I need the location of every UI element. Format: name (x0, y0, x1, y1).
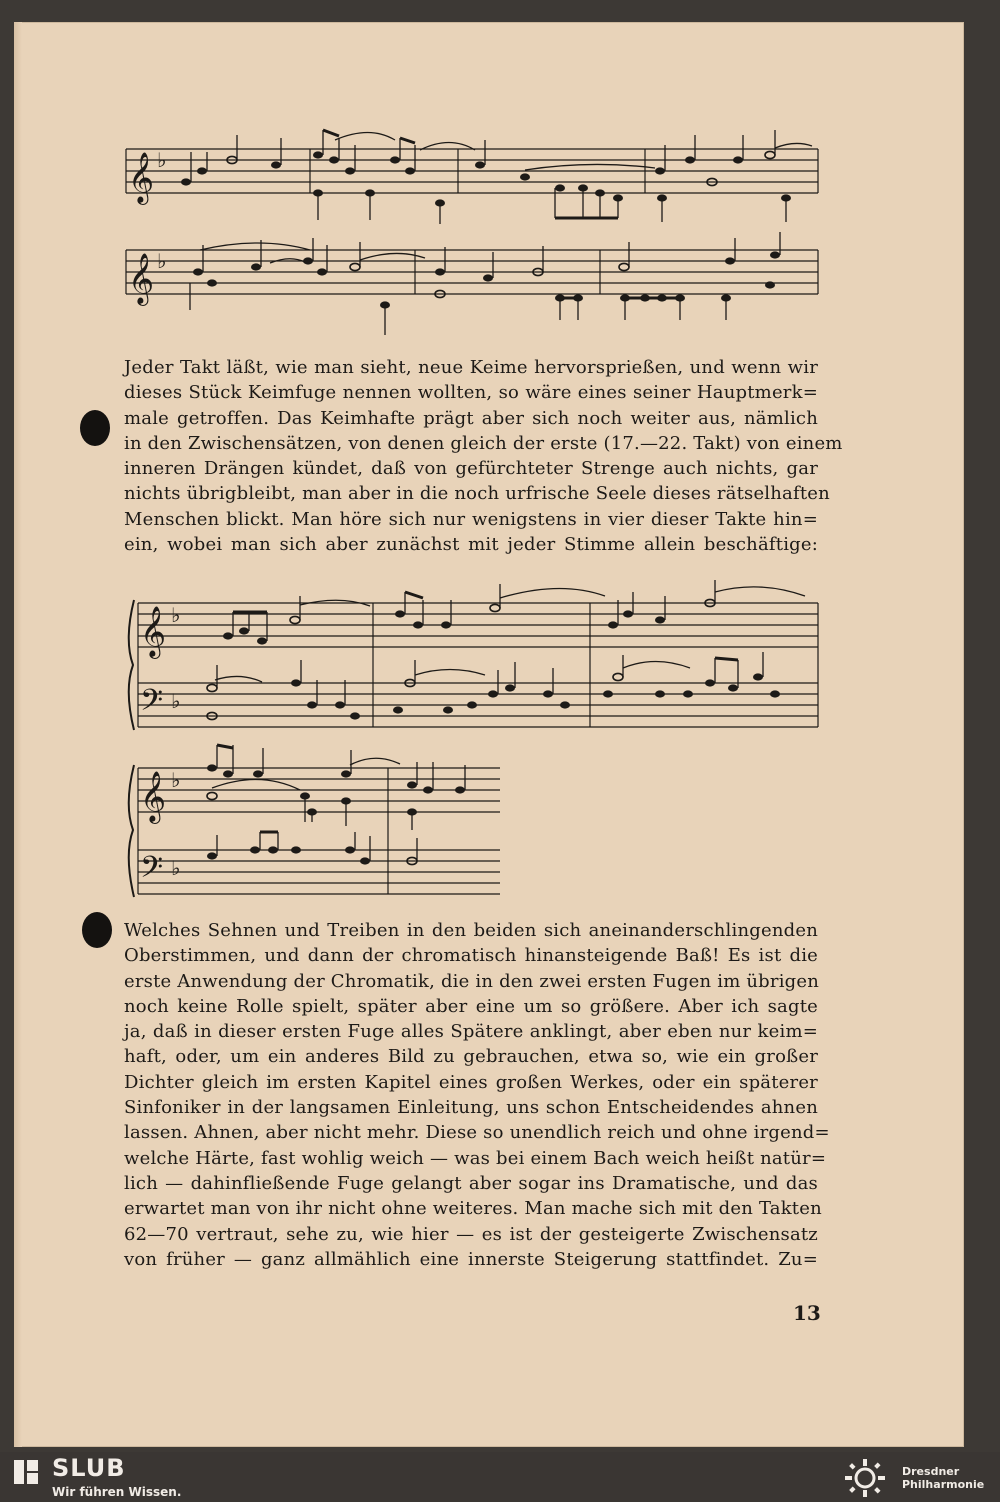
grand-staff-2 (138, 768, 500, 894)
svg-text:𝄞: 𝄞 (140, 606, 167, 657)
text-line: erste Anwendung der Chromatik, die in den zwei ersten Fugen im übrigen (124, 970, 820, 992)
text-line: Sinfoniker in der langsamen Einleitung, uns schon Entscheidendes ahnen (124, 1097, 818, 1119)
text-line: erwartet man von ihr nicht ohne weiteres. Man mache sich mit den Takten (124, 1198, 822, 1220)
notes-grand-1 (207, 599, 780, 719)
svg-text:♭: ♭ (171, 768, 181, 792)
svg-text:𝄞: 𝄞 (140, 771, 167, 822)
text-line: nichts übrigbleibt, man aber in die noch urfrische Seele dieses rätselhaften (124, 483, 830, 505)
text-line: dieses Stück Keimfuge nennen wollten, so wäre eines seiner Hauptmerk= (124, 382, 818, 404)
music-staff-2 (126, 250, 818, 294)
stems-grand-1 (217, 580, 763, 705)
text-line: Dichter gleich im ersten Kapitel eines großen Werkes, oder ein späterer (124, 1071, 818, 1093)
text-line: ja, daß in dieser ersten Fuge alles Spätere anklingt, aber eben nur keim= (124, 1021, 818, 1043)
text-line: Jeder Takt läßt, wie man sieht, neue Keime hervorsprießen, und wenn wir (124, 357, 818, 378)
stems-grand-2 (217, 745, 465, 861)
text-line: Oberstimmen, und dann der chromatisch hinansteigende Baß! Es ist die (124, 945, 818, 967)
svg-text:♭: ♭ (171, 856, 181, 880)
text-line: ein, wobei man sich aber zunächst mit jeder Stimme allein beschäftige: (124, 534, 818, 556)
text-line: haft, oder, um ein anderes Bild zu gebrauchen, etwa so, wie ein großer (124, 1046, 818, 1068)
slub-tagline: Wir führen Wissen. (52, 1485, 182, 1499)
page-number: 13 (793, 1301, 821, 1325)
text-line: noch keine Rolle spielt, später aber eine um so größere. Aber ich sagte (124, 995, 818, 1017)
text-line: inneren Drängen kündet, daß von gefürchteter Strenge auch nichts, gar (124, 458, 818, 480)
grand-staff-1 (138, 603, 818, 727)
text-line: von früher — ganz allmählich eine innerste Steigerung stattfindet. Zu= (124, 1248, 818, 1270)
svg-text:♭: ♭ (171, 603, 181, 627)
text-line: 62—70 vertraut, sehe zu, wie hier — es ist der gesteigerte Zwischensatz (124, 1223, 818, 1245)
svg-text:♭: ♭ (157, 249, 167, 273)
slub-logo-icon[interactable] (14, 1460, 38, 1484)
stems-staff-1 (191, 130, 786, 224)
text-line: lassen. Ahnen, aber nicht mehr. Diese so unendlich reich und ohne irgend= (124, 1122, 830, 1144)
paragraph-2 (124, 918, 830, 1272)
text-line: male getroffen. Das Keimhafte prägt aber sich noch weiter aus, nämlich (124, 407, 818, 429)
text-line: Menschen blickt. Man höre sich nur wenigstens in vier dieser Takte hin= (124, 508, 818, 530)
text-line: Welches Sehnen und Treiben in den beiden sich aneinanderschlingenden (124, 920, 818, 941)
svg-text:𝄞: 𝄞 (128, 253, 155, 304)
partner-name-line1: Dresdner (902, 1465, 960, 1478)
slub-title[interactable]: SLUB (52, 1454, 126, 1482)
music-staff-1 (126, 149, 818, 193)
paragraph-1 (124, 355, 843, 557)
dresdner-philharmonie-logo-icon[interactable] (842, 1458, 888, 1498)
partner-name[interactable] (902, 1465, 984, 1491)
svg-text:𝄢: 𝄢 (140, 684, 164, 725)
svg-text:𝄞: 𝄞 (128, 152, 155, 203)
svg-text:𝄢: 𝄢 (140, 851, 164, 892)
viewer-footer (0, 1452, 1000, 1502)
text-line: welche Härte, fast wohlig weich — was bei einem Bach weich heißt natür= (124, 1147, 827, 1169)
svg-text:♭: ♭ (157, 148, 167, 172)
text-line: in den Zwischensätzen, von denen gleich der erste (17.—22. Takt) von einem (124, 432, 843, 454)
partner-name-line2: Philharmonie (902, 1478, 985, 1491)
svg-text:♭: ♭ (171, 689, 181, 713)
text-line: lich — dahinfließende Fuge gelangt aber sogar ins Dramatische, und das (124, 1172, 818, 1194)
